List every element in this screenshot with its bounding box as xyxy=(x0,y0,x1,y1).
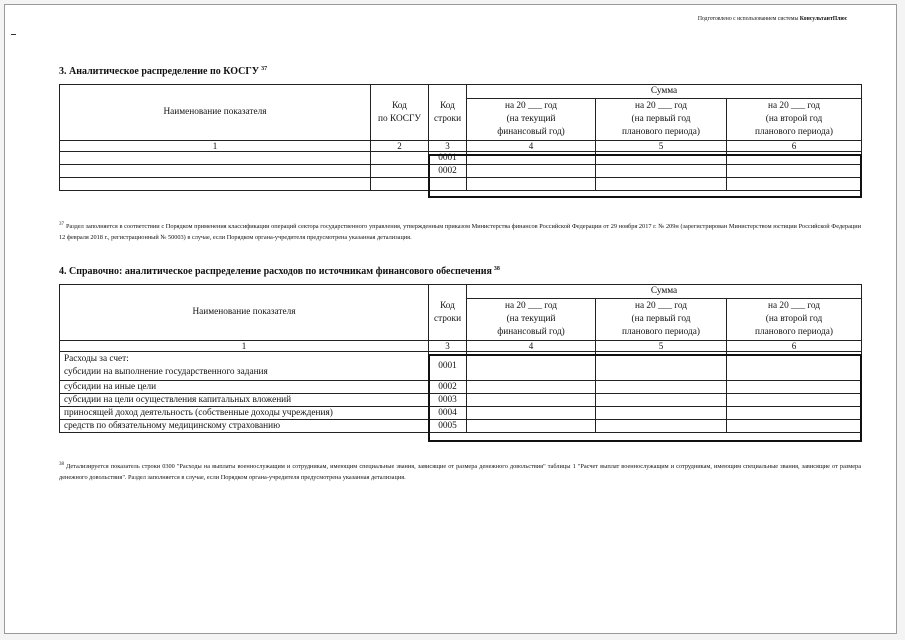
cell-kosgu[interactable] xyxy=(371,165,429,178)
cell-sum-plan1[interactable] xyxy=(596,152,727,165)
table-row xyxy=(60,407,862,420)
cell-sum-current[interactable] xyxy=(467,352,596,381)
cell-kosgu[interactable] xyxy=(371,178,429,191)
header-code-line1: Код xyxy=(440,100,455,111)
col-number: 1 xyxy=(60,341,429,352)
cell-sum-current[interactable] xyxy=(467,420,596,433)
cell-name: приносящей доход деятельность (собственные доходы учреждения) xyxy=(60,407,429,420)
col-number: 3 xyxy=(429,141,467,152)
cell-sum-plan2[interactable] xyxy=(727,152,862,165)
header-kosgu-line2: по КОСГУ xyxy=(378,113,421,124)
y1-line2: (на текущий xyxy=(506,114,556,124)
table-row xyxy=(60,394,862,407)
header-sum: Сумма xyxy=(467,285,862,299)
y1-line2: (на текущий xyxy=(506,314,556,324)
section3-title-ref: 37 xyxy=(261,66,268,72)
section3-title-text: 3. Аналитическое распределение по КОСГУ xyxy=(59,66,260,77)
y2-line1: на 20 ___ год xyxy=(634,301,687,311)
col-number: 6 xyxy=(727,341,862,352)
table-row xyxy=(60,152,862,165)
cell-code: 0001 xyxy=(429,152,467,165)
table-row xyxy=(60,420,862,433)
table-row xyxy=(60,178,862,191)
col-number: 6 xyxy=(727,141,862,152)
y2-line3: планового периода) xyxy=(622,127,700,137)
cell-code: 0002 xyxy=(429,165,467,178)
cell-code: 0004 xyxy=(429,407,467,420)
cell-sum-plan2[interactable] xyxy=(727,178,862,191)
y3-line2: (на второй год xyxy=(765,314,823,324)
col-number: 1 xyxy=(60,141,371,152)
cell-name[interactable] xyxy=(60,165,371,178)
header-row-code xyxy=(429,85,467,141)
header-year-plan2 xyxy=(727,99,862,141)
y2-line2: (на первый год xyxy=(631,114,691,124)
header-note-prefix: Подготовлено с использованием системы xyxy=(697,16,800,22)
cell-code: 0003 xyxy=(429,394,467,407)
header-year-plan1 xyxy=(596,99,727,141)
y2-line3: планового периода) xyxy=(622,327,700,337)
header-year-current xyxy=(467,299,596,341)
funding-sources-table xyxy=(59,284,862,433)
cell-sum-plan1[interactable] xyxy=(596,381,727,394)
cell-sum-current[interactable] xyxy=(467,407,596,420)
footnote-37-ref: 37 xyxy=(59,222,64,227)
cell-name[interactable] xyxy=(60,178,371,191)
row-name-line2: субсидии на выполнение государственного задания xyxy=(64,367,268,377)
cell-sum-plan1[interactable] xyxy=(596,407,727,420)
col-number: 4 xyxy=(467,141,596,152)
table-row xyxy=(60,381,862,394)
y3-line2: (на второй год xyxy=(765,114,823,124)
cell-name xyxy=(60,352,429,381)
y1-line3: финансовый год) xyxy=(497,327,565,337)
header-indicator-name: Наименование показателя xyxy=(60,285,429,341)
cell-code: 0002 xyxy=(429,381,467,394)
header-code-line2: строки xyxy=(433,113,462,124)
cell-sum-plan1[interactable] xyxy=(596,178,727,191)
section4-title-ref: 38 xyxy=(493,266,500,272)
y1-line1: на 20 ___ год xyxy=(504,301,557,311)
header-sum: Сумма xyxy=(467,85,862,99)
header-code-line1: Код xyxy=(440,300,455,311)
cell-sum-plan2[interactable] xyxy=(727,394,862,407)
header-indicator-name: Наименование показателя xyxy=(60,85,371,141)
header-note-brand: КонсультантПлюс xyxy=(799,16,847,22)
col-number: 3 xyxy=(429,341,467,352)
cell-sum-plan1[interactable] xyxy=(596,420,727,433)
row-name-line1: Расходы за счет: xyxy=(64,354,129,364)
y1-line1: на 20 ___ год xyxy=(504,101,557,111)
y1-line3: финансовый год) xyxy=(497,127,565,137)
cell-sum-plan1[interactable] xyxy=(596,352,727,381)
header-year-plan2 xyxy=(727,299,862,341)
cell-sum-plan1[interactable] xyxy=(596,394,727,407)
cell-code xyxy=(429,178,467,191)
y2-line2: (на первый год xyxy=(631,314,691,324)
cell-code: 0001 xyxy=(429,352,467,381)
y3-line3: планового периода) xyxy=(755,127,833,137)
header-kosgu-line1: Код xyxy=(392,100,407,111)
section4-title-text: 4. Справочно: аналитическое распределение расходов по источникам финансового обеспечения xyxy=(59,266,492,277)
section4-title xyxy=(59,266,500,277)
cell-sum-plan2[interactable] xyxy=(727,381,862,394)
cell-sum-current[interactable] xyxy=(467,165,596,178)
cell-name[interactable] xyxy=(60,152,371,165)
cell-name: субсидии на цели осуществления капитальных вложений xyxy=(60,394,429,407)
footnote-37 xyxy=(59,219,861,243)
cell-sum-plan1[interactable] xyxy=(596,165,727,178)
header-year-current xyxy=(467,99,596,141)
footnote-37-text: Раздел заполняется в соответствии с Порядком применения классификации операций сектора государственного управления, утвержденным приказом Министерства финансов Российской Федерации от 29 ноября 2017 г. № 209н (зарегистрирован Министерством юстиции Российской Федерации 12 февраля 2018 г., регистрационный № 50003) в случае, если Порядком органа-учредителя предусмотрена указанная детализация. xyxy=(59,223,861,241)
footnote-38-text: Детализируется показатель строки 0300 "Расходы на выплаты военнослужащим и сотрудникам, имеющим специальные звания, зависящие от размера денежного довольствия" таблицы 1 "Расчет выплат военнослужащим и сотрудникам, имеющим специальные звания, зависящие от размера денежного довольствия". Раздел заполняется в случае, если Порядком органа-учредителя предусмотрена указанная детализация. xyxy=(59,463,861,481)
cell-sum-current[interactable] xyxy=(467,152,596,165)
header-code-line2: строки xyxy=(433,313,462,324)
cell-sum-plan2[interactable] xyxy=(727,352,862,381)
header-year-plan1 xyxy=(596,299,727,341)
margin-mark xyxy=(11,34,16,35)
cell-name: средств по обязательному медицинскому страхованию xyxy=(60,420,429,433)
cell-kosgu[interactable] xyxy=(371,152,429,165)
cell-sum-current[interactable] xyxy=(467,381,596,394)
cell-sum-current[interactable] xyxy=(467,394,596,407)
y3-line3: планового периода) xyxy=(755,327,833,337)
y3-line1: на 20 ___ год xyxy=(768,301,821,311)
col-number: 5 xyxy=(596,141,727,152)
header-row-code xyxy=(429,285,467,341)
footnote-38 xyxy=(59,459,861,483)
col-number: 4 xyxy=(467,341,596,352)
col-number: 2 xyxy=(371,141,429,152)
y2-line1: на 20 ___ год xyxy=(634,101,687,111)
kosgu-table xyxy=(59,84,862,191)
table-row xyxy=(60,352,862,381)
section3-title xyxy=(59,66,267,77)
footnote-38-ref: 38 xyxy=(59,462,64,467)
y3-line1: на 20 ___ год xyxy=(768,101,821,111)
header-note xyxy=(698,16,847,22)
cell-sum-plan2[interactable] xyxy=(727,420,862,433)
cell-sum-current[interactable] xyxy=(467,178,596,191)
cell-name: субсидии на иные цели xyxy=(60,381,429,394)
cell-sum-plan2[interactable] xyxy=(727,407,862,420)
table-row xyxy=(60,165,862,178)
col-number: 5 xyxy=(596,341,727,352)
cell-sum-plan2[interactable] xyxy=(727,165,862,178)
header-kosgu-code xyxy=(371,85,429,141)
cell-code: 0005 xyxy=(429,420,467,433)
